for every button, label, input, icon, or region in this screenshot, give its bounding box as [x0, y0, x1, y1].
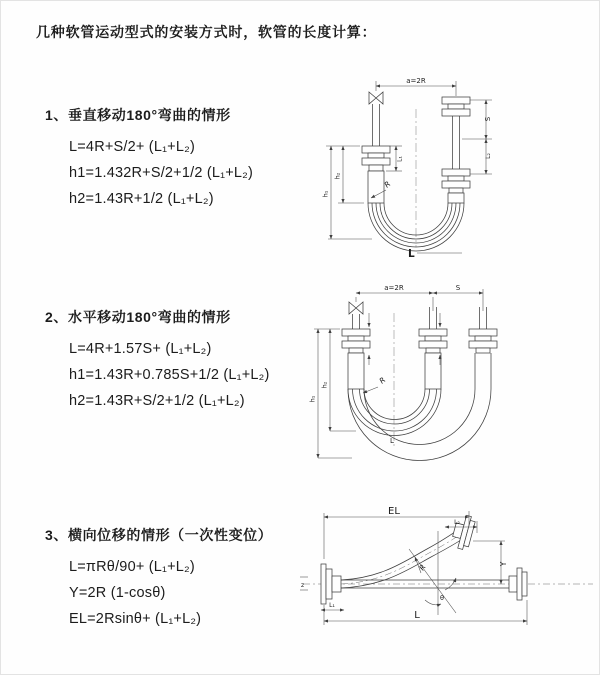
section-1-heading: 1、垂直移动180°弯曲的情形 [45, 107, 231, 123]
dim-label-l2: L₂ [454, 519, 460, 526]
hose-right-leg [469, 307, 497, 389]
formula-line: h1=1.432R+S/2+1/2 (L₁+L₂) [69, 165, 254, 181]
formula-line: L=4R+1.57S+ (L₁+L₂) [69, 341, 212, 357]
section-2-heading: 2、水平移动180°弯曲的情形 [45, 309, 231, 325]
left-flange [321, 564, 341, 604]
dim-label-el: EL [388, 506, 400, 517]
section-2 [45, 307, 325, 414]
formula-line: h1=1.43R+0.785S+1/2 (L₁+L₂) [69, 367, 270, 383]
dim-label-s: S [484, 116, 492, 122]
hose-bend-arcs [368, 203, 464, 251]
valve-icon [349, 302, 363, 314]
dim-label-length: L [414, 610, 420, 621]
dim-label-h1: h₁ [308, 395, 317, 403]
datum-mark [300, 577, 308, 590]
valve-icon [369, 92, 383, 104]
dim-label-radius: R [417, 562, 428, 573]
dim-label-radius: R [382, 179, 393, 190]
section-1 [45, 105, 325, 212]
dim-label-l1: L₁ [396, 156, 404, 162]
dim-label-theta: θ [440, 594, 444, 602]
dim-label-h1: h₁ [321, 190, 330, 198]
dim-label-length: L [390, 437, 394, 445]
hose-right-leg [442, 97, 470, 203]
dim-label-h2: h₂ [320, 381, 329, 389]
dim-label-y: Y [499, 561, 508, 567]
section-3 [45, 525, 325, 632]
formula-line: L=4R+S/2+ (L₁+L₂) [69, 139, 195, 155]
formula-line: h2=1.43R+1/2 (L₁+L₂) [69, 191, 214, 207]
formula-line: Y=2R (1-cosθ) [69, 585, 166, 601]
hose-bend-arcs [348, 389, 491, 461]
section-3-heading: 3、横向位移的情形（一次性变位） [45, 527, 273, 543]
dimension-lines [326, 81, 492, 253]
formula-line: EL=2Rsinθ+ (L₁+L₂) [69, 611, 202, 627]
hose-middle-leg [419, 307, 447, 389]
dim-label-radius: R [377, 375, 388, 386]
dim-label-a2r: a=2R [406, 77, 426, 85]
dim-label-l1: L₁ [329, 602, 335, 609]
page-title: 几种软管运动型式的安装方式时，软管的长度计算： [36, 24, 377, 40]
dim-label-l2: L₂ [485, 153, 492, 159]
formula-line: L=πRθ/90+ (L₁+L₂) [69, 559, 195, 575]
diagram-lateral-displacement [297, 503, 600, 658]
dim-label-length: L [408, 248, 415, 260]
diagram-vertical-bend [314, 73, 539, 263]
dim-label-h2: h₂ [333, 172, 342, 180]
dim-label-a2r: a=2R [384, 284, 404, 292]
hose-left-leg [342, 314, 370, 389]
hose-left-leg [362, 104, 390, 203]
dimension-lines [314, 289, 483, 458]
formula-line: h2=1.43R+S/2+1/2 (L₁+L₂) [69, 393, 245, 409]
diagram-horizontal-bend [306, 281, 536, 463]
angle-construction [409, 531, 456, 615]
datum-label: z [301, 582, 305, 589]
dim-label-s: S [455, 284, 461, 292]
